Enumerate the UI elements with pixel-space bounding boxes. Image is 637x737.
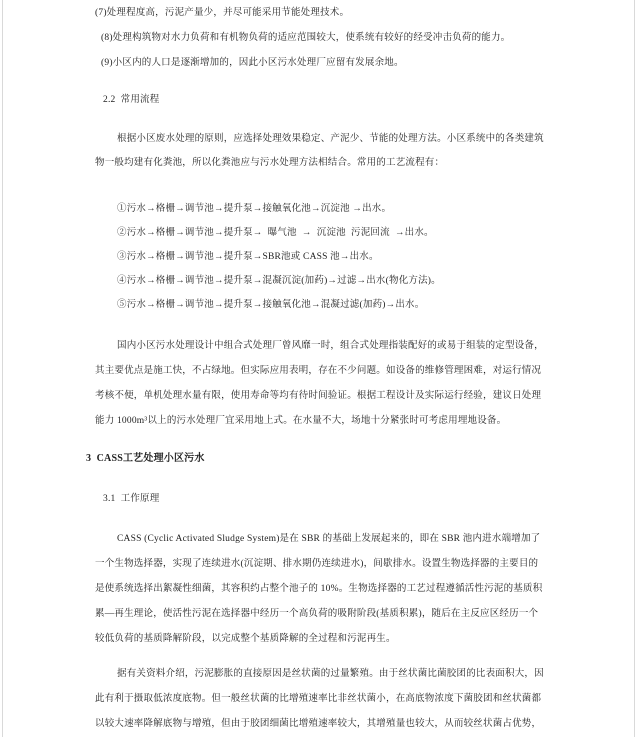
para-cass-principle-line-4: 累—再生理论，使活性污泥在选择器中经历一个高负荷的吸附阶段(基质积累)，随后在主反应区经历一个 — [95, 609, 539, 619]
para-sludge-bulking-line-2: 此有利于摄取低浓度底物。但一般丝状菌的比增殖速率比非丝状菌小，在高底物浓度下菌胶团和丝状菌都 — [95, 694, 542, 704]
para-sludge-bulking-line-1: 据有关资料介绍，污泥膨胀的直接原因是丝状菌的过量繁殖。由于丝状菌比菌胶团的比表面积大，因 — [117, 669, 544, 679]
flow-line-1: ①污水→格栅→调节池→提升泵→接触氧化池→沉淀池 →出水。 — [117, 204, 392, 214]
item-8: (8)处理构筑物对水力负荷和有机物负荷的适应范围较大，使系统有较好的经受冲击负荷的能力。 — [101, 33, 511, 43]
heading-3: 3 CASS工艺处理小区污水 — [86, 453, 205, 464]
page-right-edge — [634, 0, 635, 737]
page-left-edge — [2, 0, 3, 737]
para-flow-intro-line-2: 物一般均建有化粪池，所以化粪池应与污水处理方法相结合。常用的工艺流程有： — [95, 158, 445, 168]
flow-line-2: ②污水→格栅→调节池→提升泵→ 曝气池 → 沉淀池 污泥回流 →出水。 — [117, 228, 434, 238]
item-7: (7)处理程度高，污泥产量少，并尽可能采用节能处理技术。 — [95, 8, 350, 18]
flow-line-5: ⑤污水→格栅→调节池→提升泵→接触氧化池→混凝过滤(加药)→出水。 — [117, 300, 425, 310]
heading-3-1: 3.1 工作原理 — [103, 494, 160, 504]
para-sludge-bulking-line-3: 以较大速率降解底物与增殖，但由于胶团细菌比增殖速率较大，其增殖量也较大，从而较丝状菌占优势， — [95, 719, 542, 729]
para-cass-principle-line-1: CASS (Cyclic Activated Sludge System)是在 SBR 的基础上发展起来的，即在 SBR 池内进水端增加了 — [117, 534, 541, 544]
item-9: (9)小区内的人口是逐渐增加的，因此小区污水处理厂应留有发展余地。 — [101, 58, 404, 68]
para-package-plant-line-4: 能力 1000m³以上的污水处理厂宜采用地上式。在水量不大，场地十分紧张时可考虑用埋地设备。 — [95, 416, 507, 426]
heading-2-2: 2.2 常用流程 — [103, 95, 160, 105]
para-flow-intro-line-1: 根据小区废水处理的原则，应选择处理效果稳定、产泥少、节能的处理方法。小区系统中的各类建筑 — [117, 134, 544, 144]
para-package-plant-line-2: 其主要优点是施工快，不占绿地。但实际应用表明，存在不少问题。如设备的维修管理困难，对运行情况 — [95, 366, 542, 376]
para-cass-principle-line-2: 一个生物选择器，实现了连续进水(沉淀期、排水期仍连续进水)，间歇排水。设置生物选择器的主要目的 — [95, 559, 539, 569]
para-cass-principle-line-5: 较低负荷的基质降解阶段，以完成整个基质降解的全过程和污泥再生。 — [95, 634, 396, 644]
flow-line-3: ③污水→格栅→调节池→提升泵→SBR池或 CASS 池→出水。 — [117, 252, 379, 262]
para-package-plant-line-3: 考核不便，单机处理水量有限，使用寿命等均有待时间验证。根据工程设计及实际运行经验，建议日处理 — [95, 391, 542, 401]
para-cass-principle-line-3: 是使系统选择出絮凝性细菌，其容积约占整个池子的 10%。生物选择器的工艺过程遵循活性污泥的基质积 — [95, 584, 543, 594]
para-package-plant-line-1: 国内小区污水处理设计中组合式处理厂曾风靡一时，组合式处理指装配好的或易于组装的定型设备， — [117, 341, 544, 351]
flow-line-4: ④污水→格栅→调节池→提升泵→混凝沉淀(加药)→过滤→出水(物化方法)。 — [117, 276, 441, 286]
